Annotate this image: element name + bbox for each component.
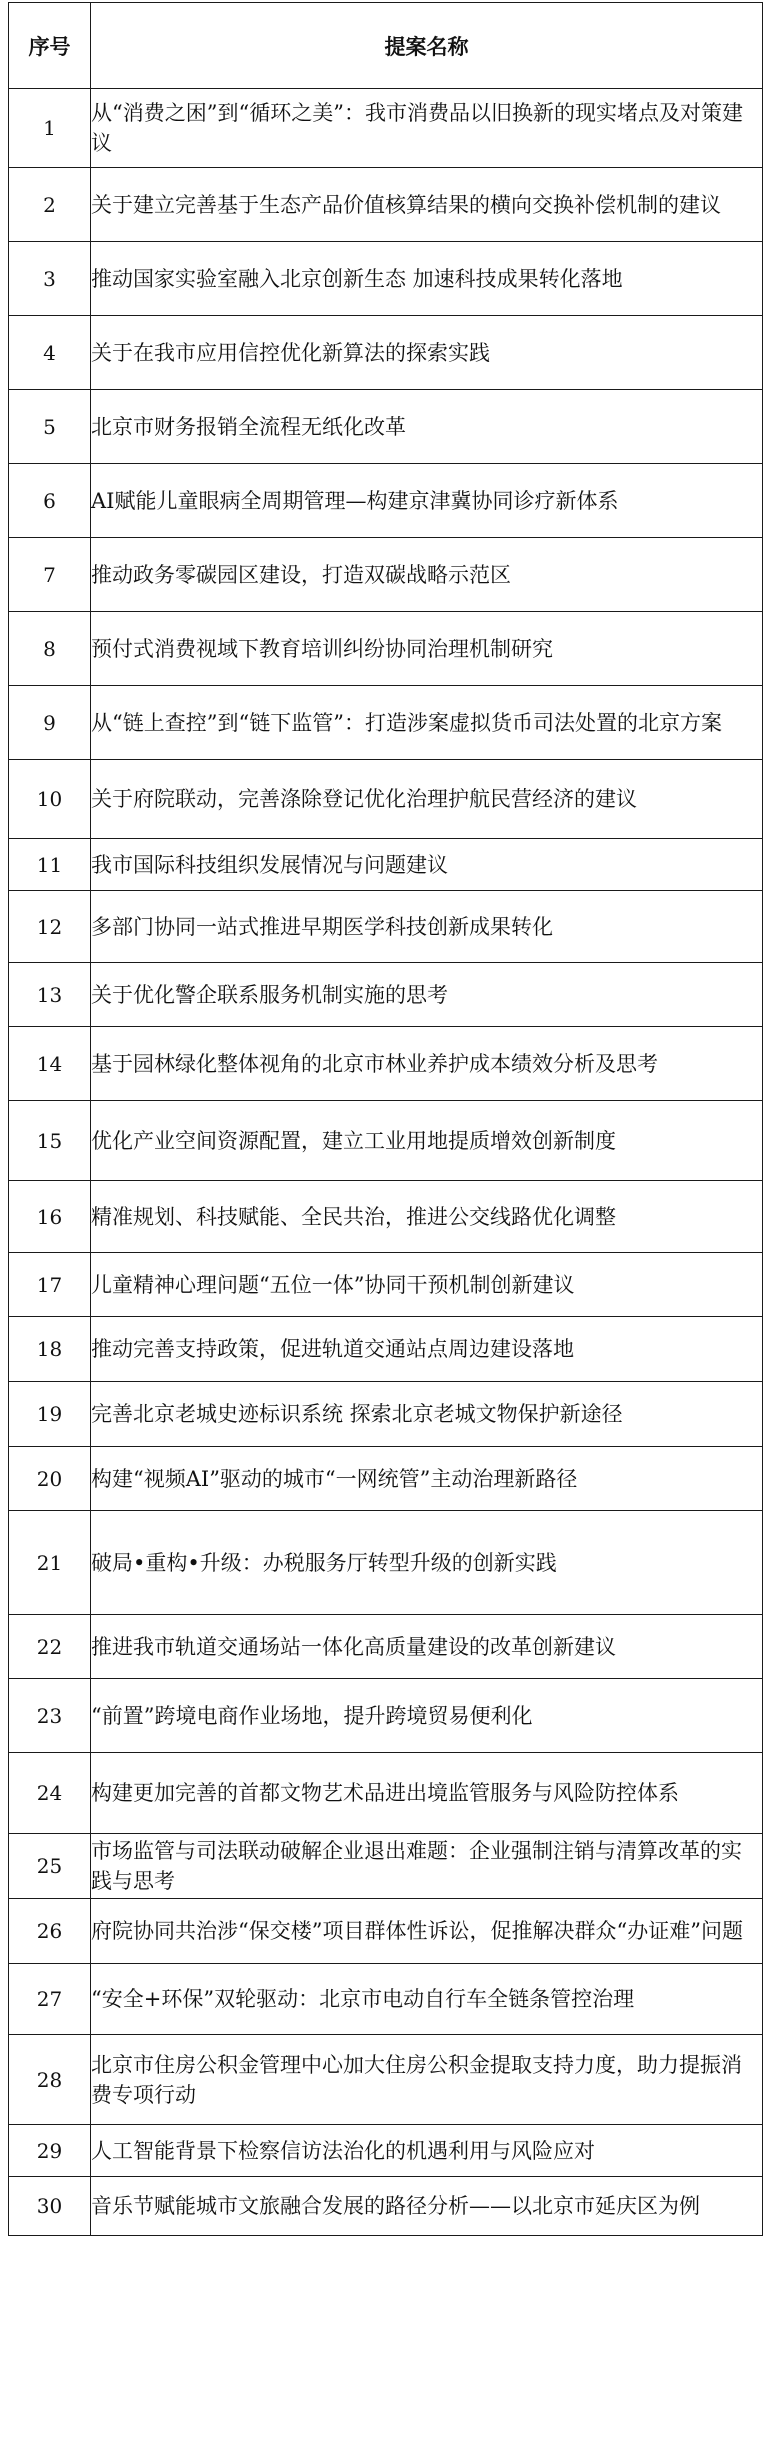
- table-row: [9, 2125, 763, 2177]
- row-serial-number: 15: [9, 1101, 91, 1181]
- row-proposal-name: “安全+环保”双轮驱动：北京市电动自行车全链条管控治理: [91, 1964, 763, 2035]
- table-row: [9, 464, 763, 538]
- row-proposal-name: 市场监管与司法联动破解企业退出难题：企业强制注销与清算改革的实践与思考: [91, 1834, 763, 1899]
- header-proposal-name: 提案名称: [91, 3, 763, 89]
- row-proposal-name: 我市国际科技组织发展情况与问题建议: [91, 839, 763, 891]
- row-proposal-name: 音乐节赋能城市文旅融合发展的路径分析——以北京市延庆区为例: [91, 2177, 763, 2236]
- row-proposal-name: 推动完善支持政策，促进轨道交通站点周边建设落地: [91, 1317, 763, 1382]
- row-serial-number: 11: [9, 839, 91, 891]
- row-serial-number: 25: [9, 1834, 91, 1899]
- table-row: [9, 1447, 763, 1511]
- row-proposal-name: 府院协同共治涉“保交楼”项目群体性诉讼，促推解决群众“办证难”问题: [91, 1899, 763, 1964]
- table-row: [9, 1834, 763, 1899]
- row-serial-number: 6: [9, 464, 91, 538]
- row-proposal-name: 从“消费之困”到“循环之美”：我市消费品以旧换新的现实堵点及对策建议: [91, 89, 763, 168]
- row-proposal-name: 多部门协同一站式推进早期医学科技创新成果转化: [91, 891, 763, 963]
- table-row: [9, 760, 763, 839]
- table-header-row: [9, 3, 763, 89]
- row-proposal-name: 完善北京老城史迹标识系统 探索北京老城文物保护新途径: [91, 1382, 763, 1447]
- table-row: [9, 1511, 763, 1615]
- row-serial-number: 13: [9, 963, 91, 1027]
- table-row: [9, 612, 763, 686]
- header-serial-number: 序号: [9, 3, 91, 89]
- row-proposal-name: 构建更加完善的首都文物艺术品进出境监管服务与风险防控体系: [91, 1753, 763, 1834]
- row-serial-number: 22: [9, 1615, 91, 1679]
- table-row: [9, 1753, 763, 1834]
- row-proposal-name: 预付式消费视域下教育培训纠纷协同治理机制研究: [91, 612, 763, 686]
- row-proposal-name: 关于在我市应用信控优化新算法的探索实践: [91, 316, 763, 390]
- table-body: [9, 89, 763, 2236]
- row-proposal-name: 推进我市轨道交通场站一体化高质量建设的改革创新建议: [91, 1615, 763, 1679]
- table-row: [9, 891, 763, 963]
- row-proposal-name: 人工智能背景下检察信访法治化的机遇利用与风险应对: [91, 2125, 763, 2177]
- table-row: [9, 390, 763, 464]
- row-proposal-name: 北京市住房公积金管理中心加大住房公积金提取支持力度，助力提振消费专项行动: [91, 2035, 763, 2125]
- table-row: [9, 1899, 763, 1964]
- row-serial-number: 23: [9, 1679, 91, 1753]
- table-row: [9, 1679, 763, 1753]
- row-proposal-name: 优化产业空间资源配置，建立工业用地提质增效创新制度: [91, 1101, 763, 1181]
- row-serial-number: 19: [9, 1382, 91, 1447]
- table-row: [9, 1253, 763, 1317]
- table-row: [9, 538, 763, 612]
- row-proposal-name: 基于园林绿化整体视角的北京市林业养护成本绩效分析及思考: [91, 1027, 763, 1101]
- row-serial-number: 21: [9, 1511, 91, 1615]
- row-proposal-name: AI赋能儿童眼病全周期管理—构建京津冀协同诊疗新体系: [91, 464, 763, 538]
- row-serial-number: 29: [9, 2125, 91, 2177]
- table-row: [9, 242, 763, 316]
- table-row: [9, 89, 763, 168]
- table-row: [9, 1964, 763, 2035]
- row-serial-number: 9: [9, 686, 91, 760]
- row-serial-number: 30: [9, 2177, 91, 2236]
- row-serial-number: 26: [9, 1899, 91, 1964]
- row-serial-number: 28: [9, 2035, 91, 2125]
- row-proposal-name: 儿童精神心理问题“五位一体”协同干预机制创新建议: [91, 1253, 763, 1317]
- row-serial-number: 18: [9, 1317, 91, 1382]
- row-proposal-name: 构建“视频AI”驱动的城市“一网统管”主动治理新路径: [91, 1447, 763, 1511]
- proposal-table: [8, 2, 763, 2236]
- row-serial-number: 17: [9, 1253, 91, 1317]
- row-serial-number: 14: [9, 1027, 91, 1101]
- table-row: [9, 1382, 763, 1447]
- table-row: [9, 1317, 763, 1382]
- table-row: [9, 839, 763, 891]
- row-serial-number: 8: [9, 612, 91, 686]
- row-proposal-name: 精准规划、科技赋能、全民共治，推进公交线路优化调整: [91, 1181, 763, 1253]
- row-proposal-name: 北京市财务报销全流程无纸化改革: [91, 390, 763, 464]
- row-serial-number: 7: [9, 538, 91, 612]
- row-proposal-name: 关于府院联动，完善涤除登记优化治理护航民营经济的建议: [91, 760, 763, 839]
- table-row: [9, 1101, 763, 1181]
- table-row: [9, 1027, 763, 1101]
- row-serial-number: 12: [9, 891, 91, 963]
- table-row: [9, 686, 763, 760]
- table-row: [9, 168, 763, 242]
- row-proposal-name: 破局•重构•升级：办税服务厅转型升级的创新实践: [91, 1511, 763, 1615]
- row-proposal-name: 关于优化警企联系服务机制实施的思考: [91, 963, 763, 1027]
- table-row: [9, 2035, 763, 2125]
- row-proposal-name: 从“链上查控”到“链下监管”：打造涉案虚拟货币司法处置的北京方案: [91, 686, 763, 760]
- row-serial-number: 10: [9, 760, 91, 839]
- row-serial-number: 16: [9, 1181, 91, 1253]
- row-serial-number: 20: [9, 1447, 91, 1511]
- table-row: [9, 1615, 763, 1679]
- row-serial-number: 3: [9, 242, 91, 316]
- table-row: [9, 963, 763, 1027]
- row-serial-number: 4: [9, 316, 91, 390]
- row-serial-number: 24: [9, 1753, 91, 1834]
- row-serial-number: 5: [9, 390, 91, 464]
- table-row: [9, 1181, 763, 1253]
- table-row: [9, 316, 763, 390]
- row-proposal-name: 推动政务零碳园区建设，打造双碳战略示范区: [91, 538, 763, 612]
- row-serial-number: 1: [9, 89, 91, 168]
- row-proposal-name: 推动国家实验室融入北京创新生态 加速科技成果转化落地: [91, 242, 763, 316]
- table-row: [9, 2177, 763, 2236]
- row-serial-number: 2: [9, 168, 91, 242]
- row-serial-number: 27: [9, 1964, 91, 2035]
- row-proposal-name: “前置”跨境电商作业场地，提升跨境贸易便利化: [91, 1679, 763, 1753]
- row-proposal-name: 关于建立完善基于生态产品价值核算结果的横向交换补偿机制的建议: [91, 168, 763, 242]
